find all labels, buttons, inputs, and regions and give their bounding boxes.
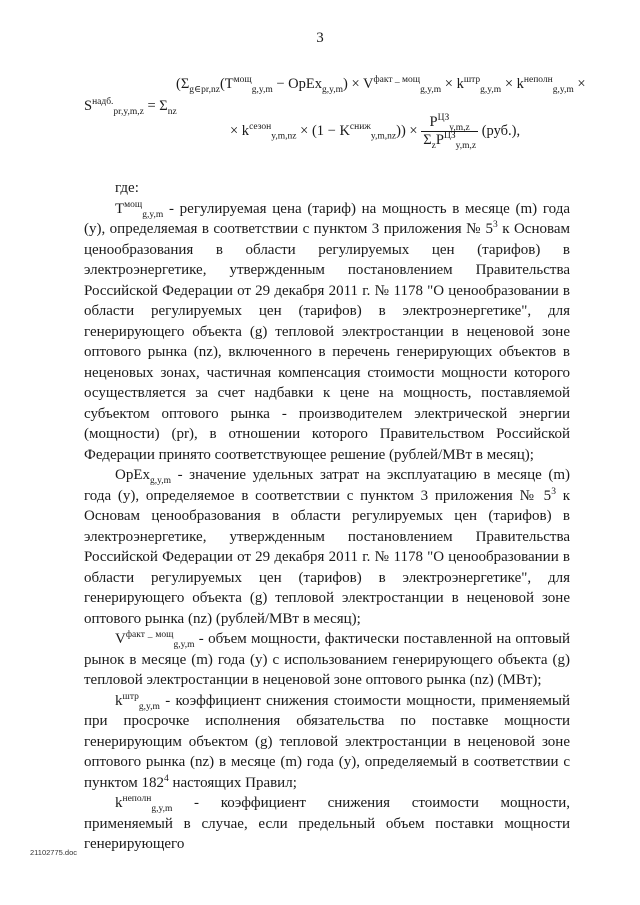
def-v-fakt: $V^{факт \_ мощ}_{g,y,m}$ - объем мощности, фактически поставленной на оптовый рынок в месяце (m) года (y) с использованием генерирующего объекта (g) тепловой электростанции в неценовой зоне оптового рынка (nz) (МВт); (84, 630, 571, 688)
def-k-shtr: $k^{штр}_{g,y,m}$ - коэффициент снижения стоимости мощности, применяемый при просрочке исполнения обязательства по поставке мощности генерирующим объектом (g) тепловой электростанции в неценовой зоне оптового рынка (nz) в месяце (m) года (y), определяемый в соответствии с пунктом $182^4$ настоящих Правил; (84, 691, 570, 791)
def-k-nepoln: $k^{неполн}_{g,y,m}$ - коэффициент снижения стоимости мощности, применяемый в случае, если предельный объем поставки мощности генерирующего (84, 794, 570, 852)
formula-lhs: $S^{надб.}_{pr,y,m,z} = \Sigma_{nz}$ (84, 97, 177, 117)
formula-line-2: × $k^{сезон}_{y,m,nz} \times (1 - K^{сниж}_{y,m,nz})$) × $\frac{P^{ЦЗ}_{y,m,z}}{\Sigma_zP^{ЦЗ}_{y,m,z}}$ (руб.), (230, 113, 521, 151)
formula (0, 68, 640, 168)
formula-line-1: ($\Sigma_{g\in pr,nz}(T^{мощ}_{g,y,m}$ − OpEx$_{g,y,m}$) × $V^{факт \_ мощ}_{g,y,m} \times k^{штр}_{g,y,m} \times k^{неполн}_{g,y,m}$ × (176, 75, 586, 95)
footer-filename: 21102775.doc (30, 848, 77, 857)
page-number: 3 (316, 30, 324, 46)
where-label: где: (115, 180, 139, 196)
def-opex: OpEx$_{g,y,m}$ - значение удельных затрат на эксплуатацию в месяце (m) года (y), определяемое в соответствии с пунктом 3 приложения № $5^3$ к Основам ценообразования в области регулируемых цен (тарифов) в электроэнергетике, утвержденным постановлением Правительства Российской Федерации от 29 декабря 2011 г. № 1178 "О ценообразовании в области регулируемых цен (тарифов) в электроэнергетике", для генерирующего объекта (g) тепловой электростанции в неценовой зоне оптового рынка (nz) (рублей/МВт в месяц); (84, 467, 570, 627)
definitions (84, 178, 570, 855)
def-t-moshch: $T^{мощ}_{g,y,m}$ - регулируемая цена (тариф) на мощность в месяце (m) года (y), определяемая в соответствии с пунктом 3 приложения № $5^3$ к Основам ценообразования в области регулируемых цен (тарифов) в электроэнергетике, утвержденным постановлением Правительства Российской Федерации от 29 декабря 2011 г. № 1178 "О ценообразовании в области регулируемых цен (тарифов) в электроэнергетике", для генерирующего объекта (g) тепловой электростанции в неценовой зоне оптового рынка (nz), включенного в перечень генерирующих объектов в неценовых зонах, частичная компенсация стоимости мощности которого осуществляется за счет надбавки к цене на мощность, поставляемой субъектом оптового рынка - производителем электрической энергии (мощности) (pr), в отношении которого Правительством Российской Федерации принято соответствующее решение (рублей/МВт в месяц); (84, 199, 571, 463)
formula-fraction: $\frac{P^{ЦЗ}_{y,m,z}}{\Sigma_zP^{ЦЗ}_{y,m,z}}$ (423, 113, 477, 151)
